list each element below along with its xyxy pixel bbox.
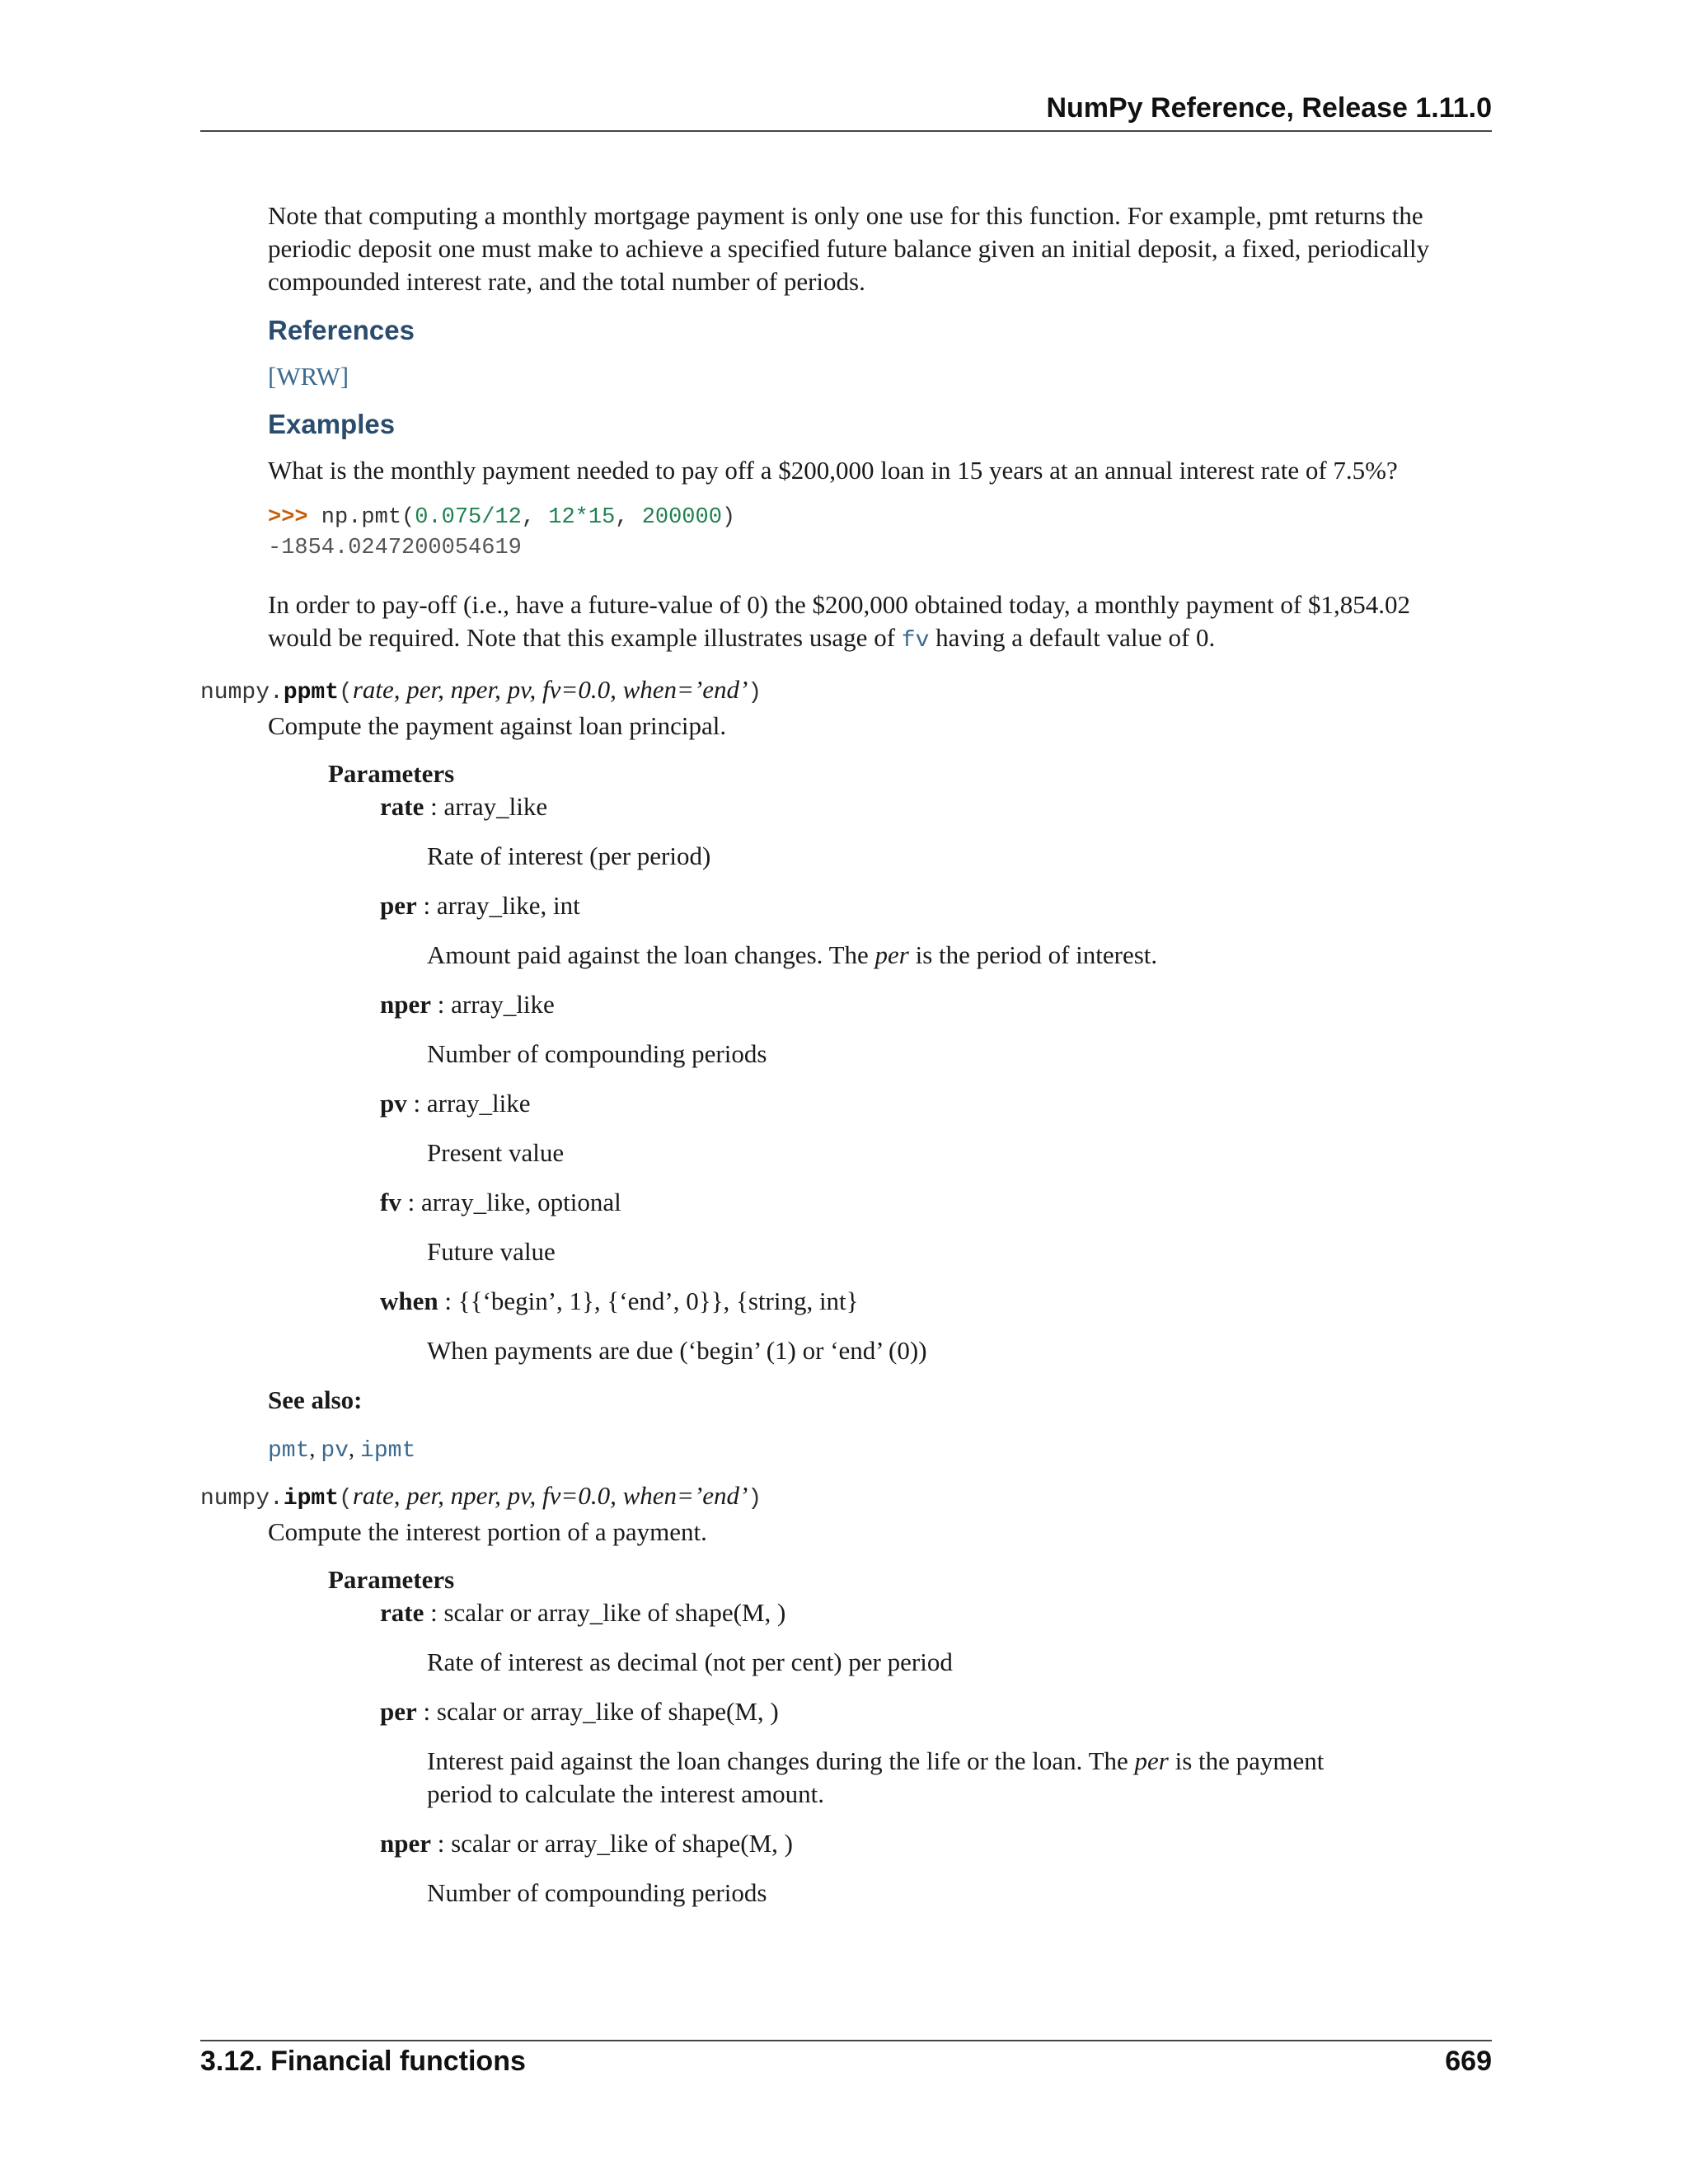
see-also-separator: , xyxy=(309,1436,321,1462)
note-line: periodic deposit one must make to achieve a specified future balance given an initial deposit, a fixed, periodically xyxy=(268,234,1430,263)
examples-heading: Examples xyxy=(268,409,396,439)
see-also-heading: See also: xyxy=(268,1385,363,1414)
references-heading: References xyxy=(268,315,415,345)
page-content xyxy=(200,199,1492,1926)
param-type: : array_like xyxy=(406,1089,531,1118)
param-rate xyxy=(380,790,1492,823)
param-per xyxy=(380,889,1492,922)
param-type: : scalar or array_like of shape(M, ) xyxy=(424,1598,786,1627)
ppmt-description: Compute the payment against loan principal. xyxy=(268,711,727,740)
param-pv xyxy=(380,1087,1492,1120)
note-paragraph xyxy=(268,199,1492,298)
code-sep: , xyxy=(615,505,642,530)
param-name: fv xyxy=(380,1188,401,1216)
param-name: pv xyxy=(380,1089,407,1118)
pmt-notes-section xyxy=(268,199,1492,658)
desc-text: is the period of interest. xyxy=(908,940,1158,969)
param-when xyxy=(380,1285,1492,1318)
param-description xyxy=(427,939,1492,972)
param-name: rate xyxy=(380,792,424,821)
ppmt-section xyxy=(200,673,1492,1468)
param-name: when xyxy=(380,1286,438,1315)
param-type: : scalar or array_like of shape(M, ) xyxy=(431,1829,793,1858)
param-type: : array_like xyxy=(424,792,548,821)
param-description xyxy=(427,1745,1492,1811)
see-also-link-pv[interactable]: pv xyxy=(321,1438,349,1464)
note-line: compounded interest rate, and the total number of periods. xyxy=(268,267,865,296)
note-line: Note that computing a monthly mortgage payment is only one use for this function. For example, pmt returns the xyxy=(268,201,1423,230)
param-description: Present value xyxy=(427,1138,565,1167)
param-name: per xyxy=(380,891,417,920)
signature-function-name: ipmt xyxy=(283,1486,340,1511)
explanation-line: In order to pay-off (i.e., have a future-value of 0) the $200,000 obtained today, a monthly payment of $1,854.02 xyxy=(268,590,1410,619)
see-also-links xyxy=(268,1433,1492,1468)
param-type: : array_like, int xyxy=(416,891,580,920)
signature-close-paren: ) xyxy=(748,680,762,705)
signature-open-paren: ( xyxy=(339,1486,353,1511)
code-call: np.pmt( xyxy=(307,505,415,530)
header-rule xyxy=(200,130,1492,132)
code-arg: 12*15 xyxy=(548,505,616,530)
example-question: What is the monthly payment needed to pay off a $200,000 loan in 15 years at an annual interest rate of 7.5%? xyxy=(268,456,1398,485)
desc-emphasis: per xyxy=(874,940,909,969)
signature-args: rate, per, nper, pv, fv=0.0, when=’end’ xyxy=(352,1481,748,1510)
param-nper xyxy=(380,1827,1492,1860)
param-type: : {{‘begin’, 1}, {‘end’, 0}}, {string, int} xyxy=(438,1286,859,1315)
signature-module: numpy. xyxy=(200,680,284,705)
param-name: nper xyxy=(380,990,431,1019)
param-description: Future value xyxy=(427,1237,556,1266)
signature-module: numpy. xyxy=(200,1486,284,1511)
explanation-line: would be required. Note that this example illustrates usage of xyxy=(268,623,902,652)
footer-page-number: 669 xyxy=(1445,2046,1492,2077)
param-name: nper xyxy=(380,1829,431,1858)
param-type: : array_like xyxy=(431,990,555,1019)
param-name: per xyxy=(380,1697,417,1726)
desc-text: is the payment xyxy=(1168,1746,1325,1775)
desc-text: period to calculate the interest amount. xyxy=(427,1779,825,1808)
param-rate xyxy=(380,1596,1492,1629)
param-name: rate xyxy=(380,1598,424,1627)
code-arg: 200000 xyxy=(641,505,722,530)
running-header: NumPy Reference, Release 1.11.0 xyxy=(1046,92,1492,124)
ppmt-signature xyxy=(200,673,1492,710)
code-sep: , xyxy=(521,505,549,530)
desc-text: Amount paid against the loan changes. The xyxy=(427,940,875,969)
example-explanation xyxy=(268,588,1492,658)
footer-section-title: 3.12. Financial functions xyxy=(200,2046,526,2077)
ppmt-parameters-heading: Parameters xyxy=(328,759,455,788)
param-fv xyxy=(380,1186,1492,1219)
desc-emphasis: per xyxy=(1134,1746,1169,1775)
param-per xyxy=(380,1695,1492,1728)
desc-text: Interest paid against the loan changes during the life or the loan. The xyxy=(427,1746,1135,1775)
code-arg: 0.075/12 xyxy=(415,505,522,530)
code-example-block xyxy=(268,503,1492,564)
code-close: ) xyxy=(721,505,736,530)
param-type: : scalar or array_like of shape(M, ) xyxy=(416,1697,779,1726)
code-output: -1854.0247200054619 xyxy=(268,536,522,560)
footer-rule xyxy=(200,2040,1492,2041)
param-type: : array_like, optional xyxy=(401,1188,621,1216)
ipmt-description: Compute the interest portion of a payment. xyxy=(268,1517,707,1546)
signature-open-paren: ( xyxy=(339,680,353,705)
see-also-link-pmt[interactable]: pmt xyxy=(268,1438,310,1464)
param-description: Number of compounding periods xyxy=(427,1878,767,1907)
explanation-tail: having a default value of 0. xyxy=(929,623,1216,652)
see-also-separator: , xyxy=(349,1436,361,1462)
inline-code-fv[interactable]: fv xyxy=(901,628,930,654)
signature-args: rate, per, nper, pv, fv=0.0, when=’end’ xyxy=(352,675,748,704)
reference-link-wrw[interactable]: [WRW] xyxy=(268,362,349,391)
param-description: Number of compounding periods xyxy=(427,1039,767,1068)
code-prompt: >>> xyxy=(268,505,308,530)
see-also-link-ipmt[interactable]: ipmt xyxy=(360,1438,416,1464)
signature-close-paren: ) xyxy=(748,1486,762,1511)
param-nper xyxy=(380,988,1492,1021)
param-description: When payments are due (‘begin’ (1) or ‘end’ (0)) xyxy=(427,1336,927,1365)
ipmt-section xyxy=(200,1479,1492,1910)
param-description: Rate of interest as decimal (not per cent) per period xyxy=(427,1647,953,1676)
param-description: Rate of interest (per period) xyxy=(427,841,711,870)
signature-function-name: ppmt xyxy=(283,680,340,705)
ipmt-parameters-heading: Parameters xyxy=(328,1565,455,1594)
ipmt-signature xyxy=(200,1479,1492,1516)
